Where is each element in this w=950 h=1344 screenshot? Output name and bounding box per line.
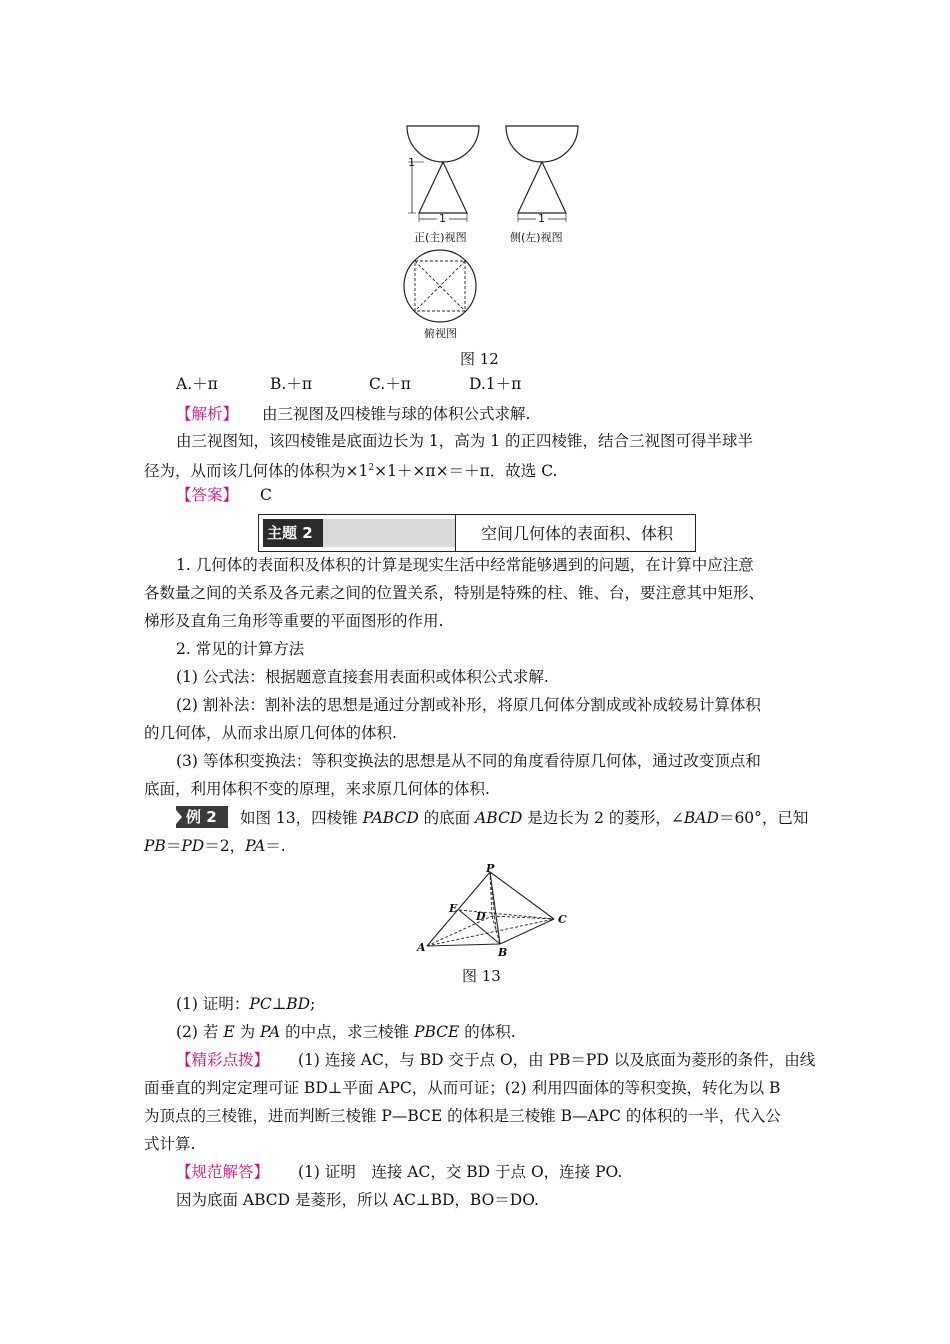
analysis-line-1: 由三视图知，该四棱锥是底面边长为 1，高为 1 的正四棱锥，结合三视图可得半球半 xyxy=(176,432,754,450)
side-view-label: 侧(左)视图 xyxy=(510,231,563,244)
example-tag: 例 2 xyxy=(176,806,228,828)
option-c: C.＋π xyxy=(369,375,411,393)
hint-line-1: (1) 连接 AC，与 BD 交于点 O，由 PB＝PD 以及底面为菱形的条件，由线 xyxy=(298,1051,816,1069)
answer-tag: 【答案】 xyxy=(176,486,239,504)
question-2: (2) 若 E 为 PA 的中点，求三棱锥 PBCE 的体积. xyxy=(176,1023,516,1041)
topic-bar xyxy=(323,519,455,547)
analysis-tag: 【解析】 xyxy=(176,405,239,423)
solution-line-2: 因为底面 ABCD 是菱形，所以 AC⊥BD，BO＝DO. xyxy=(176,1191,539,1209)
option-d: D.1＋π xyxy=(469,375,522,393)
solution-tag: 【规范解答】 xyxy=(176,1163,270,1181)
vertex-c: C xyxy=(558,913,567,926)
para-1-line-1: 1. 几何体的表面积及体积的计算是现实生活中经常能够遇到的问题，在计算中应注意 xyxy=(176,556,754,574)
figure-13-pyramid xyxy=(412,862,572,962)
topic-tag: 主题 2 xyxy=(263,519,323,547)
method-2-line-2: 的几何体，从而求出原几何体的体积. xyxy=(144,724,397,742)
para-1-line-3: 梯形及直角三角形等重要的平面图形的作用. xyxy=(144,612,444,630)
figure-12-caption: 图 12 xyxy=(460,350,499,368)
topic-title: 空间几何体的表面积、体积 xyxy=(481,524,674,543)
front-width-dim-label: 1 xyxy=(439,212,446,225)
example-line-2: PB＝PD＝2，PA＝. xyxy=(144,837,286,855)
method-1: (1) 公式法：根据题意直接套用表面积或体积公式求解. xyxy=(176,668,549,686)
top-view-label: 俯视图 xyxy=(424,327,457,340)
figure-13-caption: 图 13 xyxy=(462,967,501,985)
side-view-drawing xyxy=(506,126,578,222)
option-a: A.＋π xyxy=(176,375,218,393)
topic-header xyxy=(258,514,696,552)
example-line-1: 如图 13，四棱锥 PABCD 的底面 ABCD 是边长为 2 的菱形，∠BAD＝60°，已知 xyxy=(240,809,809,827)
topic-divider xyxy=(455,515,456,551)
analysis-text: 由三视图及四棱锥与球的体积公式求解. xyxy=(262,405,531,423)
analysis-line-2: 径为，从而该几何体的体积为$\times 1^2\times 1+\times\pi\times=+\pi$．故选 C. xyxy=(144,462,558,481)
vertex-d: D xyxy=(476,910,486,923)
solution-line-1: (1) 证明 连接 AC，交 BD 于点 O，连接 PO. xyxy=(298,1163,623,1181)
method-3-line-2: 底面，利用体积不变的原理，来求原几何体的体积. xyxy=(144,780,490,798)
vertex-a: A xyxy=(417,941,426,954)
front-view-label: 正(主)视图 xyxy=(414,231,467,244)
method-2-line-1: (2) 割补法：割补法的思想是通过分割或补形，将原几何体分割成或补成较易计算体积 xyxy=(176,696,761,714)
hint-line-2: 面垂直的判定定理可证 BD⊥平面 APC，从而可证；(2) 利用四面体的等积变换，转化为以 B xyxy=(144,1079,781,1097)
question-1: (1) 证明：PC⊥BD; xyxy=(176,995,316,1013)
top-view-drawing xyxy=(404,250,476,322)
vertex-b: B xyxy=(498,946,508,959)
para-2: 2. 常见的计算方法 xyxy=(176,640,305,658)
front-view-drawing xyxy=(407,126,479,222)
option-b: B.＋π xyxy=(270,375,313,393)
side-width-dim-label: 1 xyxy=(538,212,545,225)
para-1-line-2: 各数量之间的关系及各元素之间的位置关系，特别是特殊的柱、锥、台，要注意其中矩形、 xyxy=(144,584,765,602)
hint-line-4: 式计算. xyxy=(144,1135,196,1153)
hint-line-3: 为顶点的三棱锥，进而判断三棱锥 P—BCE 的体积是三棱锥 B—APC 的体积的一半，代入公 xyxy=(144,1107,781,1125)
front-height-dim-label: 1 xyxy=(408,156,415,169)
answer-value: C xyxy=(260,486,272,504)
hint-tag: 【精彩点拨】 xyxy=(176,1051,270,1069)
vertex-p: P xyxy=(486,862,495,875)
method-3-line-1: (3) 等体积变换法：等积变换法的思想是从不同的角度看待原几何体，通过改变顶点和 xyxy=(176,752,761,770)
vertex-e: E xyxy=(449,902,458,915)
